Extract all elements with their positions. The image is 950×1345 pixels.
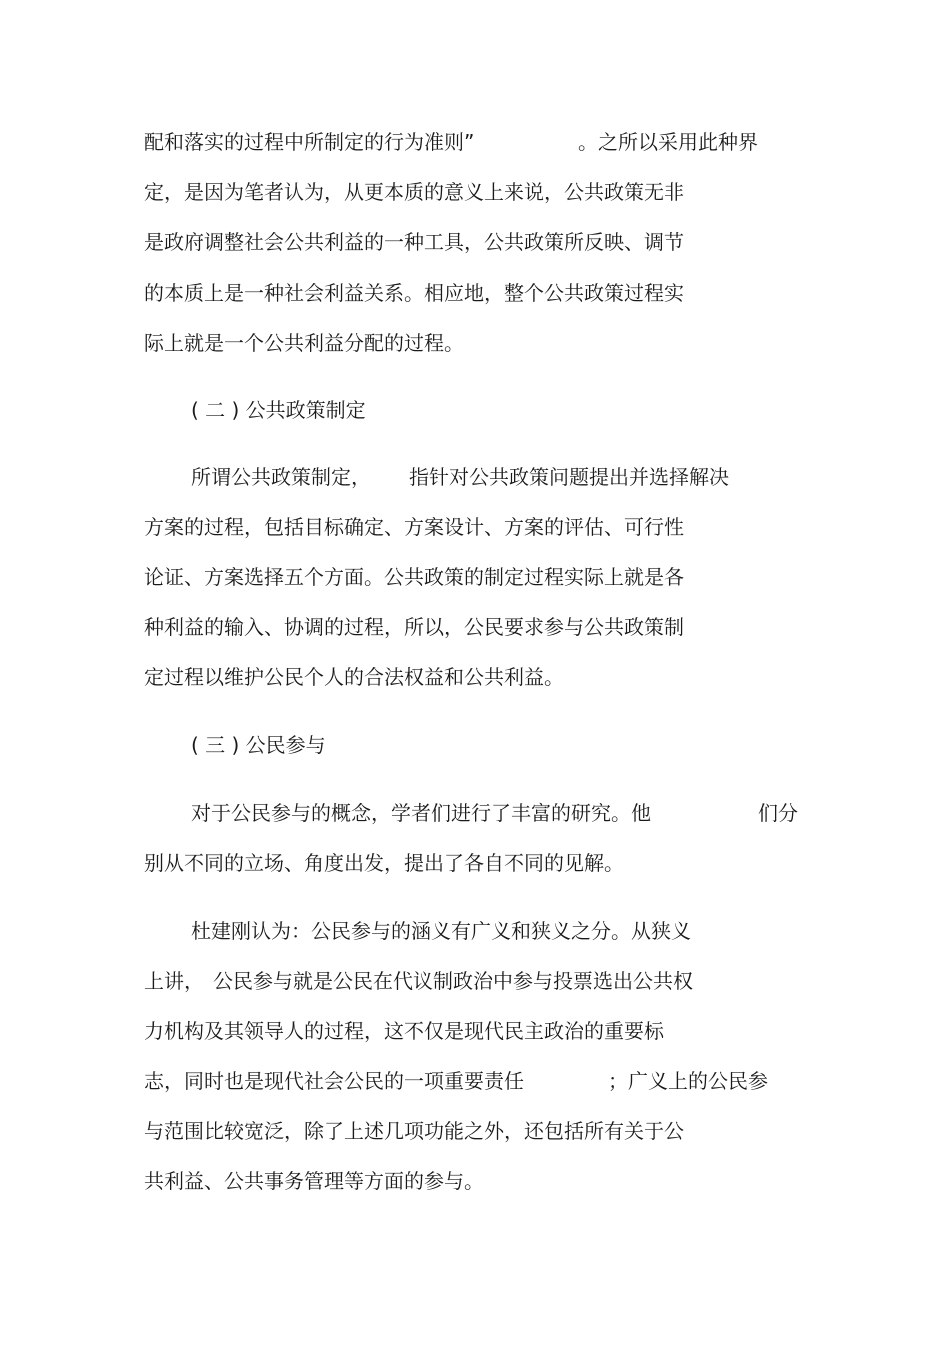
text-segment: 配和落实的过程中所制定的行为准则” <box>144 130 475 154</box>
section-heading-text: ( 二 ) 公共政策制定 <box>191 398 366 422</box>
text-segment: 与范围比较宽泛，除了上述几项功能之外，还包括所有关于公 <box>144 1119 684 1143</box>
text-segment: 。之所以采用此种界 <box>578 130 758 154</box>
text-line-continuation <box>578 128 758 156</box>
text-segment: 定，是因为笔者认为，从更本质的意义上来说，公共政策无非 <box>144 180 684 204</box>
text-line-continuation <box>608 1067 768 1095</box>
text-segment: ；广义上的公民参 <box>608 1069 768 1093</box>
text-line <box>144 228 684 256</box>
text-segment: 上讲， <box>144 969 204 993</box>
text-line <box>191 917 691 945</box>
text-segment: 种利益的输入、协调的过程，所以，公民要求参与公共政策制 <box>144 615 684 639</box>
section-heading-text: ( 三 ) 公民参与 <box>191 733 326 757</box>
text-segment: 们分 <box>758 801 798 825</box>
text-line <box>144 1117 684 1145</box>
text-line <box>144 967 204 995</box>
text-line-continuation <box>213 967 693 995</box>
section-heading <box>191 396 366 424</box>
text-line <box>144 1167 484 1195</box>
text-segment: 所谓公共政策制定， <box>191 465 371 489</box>
text-segment: 的本质上是一种社会利益关系。相应地，整个公共政策过程实 <box>144 281 684 305</box>
text-line <box>144 178 684 206</box>
text-segment: 别从不同的立场、角度出发，提出了各自不同的见解。 <box>144 851 624 875</box>
text-line <box>144 279 684 307</box>
text-line <box>191 799 651 827</box>
text-line <box>191 463 371 491</box>
text-line-continuation <box>758 799 798 827</box>
text-line <box>144 1017 664 1045</box>
text-line <box>144 849 624 877</box>
text-segment: 志，同时也是现代社会公民的一项重要责任 <box>144 1069 524 1093</box>
text-line <box>144 563 684 591</box>
text-segment: 定过程以维护公民个人的合法权益和公共利益。 <box>144 665 564 689</box>
text-line <box>144 513 684 541</box>
text-segment: 公民参与就是公民在代议制政治中参与投票选出公共权 <box>213 969 693 993</box>
text-segment: 共利益、公共事务管理等方面的参与。 <box>144 1169 484 1193</box>
text-segment: 指针对公共政策问题提出并选择解决 <box>409 465 729 489</box>
text-segment: 是政府调整社会公共利益的一种工具，公共政策所反映、调节 <box>144 230 684 254</box>
text-line <box>144 1067 524 1095</box>
section-heading <box>191 731 326 759</box>
text-segment: 对于公民参与的概念，学者们进行了丰富的研究。他 <box>191 801 651 825</box>
text-segment: 方案的过程，包括目标确定、方案设计、方案的评估、可行性 <box>144 515 684 539</box>
text-segment: 际上就是一个公共利益分配的过程。 <box>144 331 464 355</box>
text-line <box>144 329 464 357</box>
text-line-continuation <box>409 463 729 491</box>
text-segment: 杜建刚认为：公民参与的涵义有广义和狭义之分。从狭义 <box>191 919 691 943</box>
text-segment: 论证、方案选择五个方面。公共政策的制定过程实际上就是各 <box>144 565 684 589</box>
text-line <box>144 128 474 156</box>
text-line <box>144 613 684 641</box>
text-segment: 力机构及其领导人的过程，这不仅是现代民主政治的重要标 <box>144 1019 664 1043</box>
text-line <box>144 663 564 691</box>
